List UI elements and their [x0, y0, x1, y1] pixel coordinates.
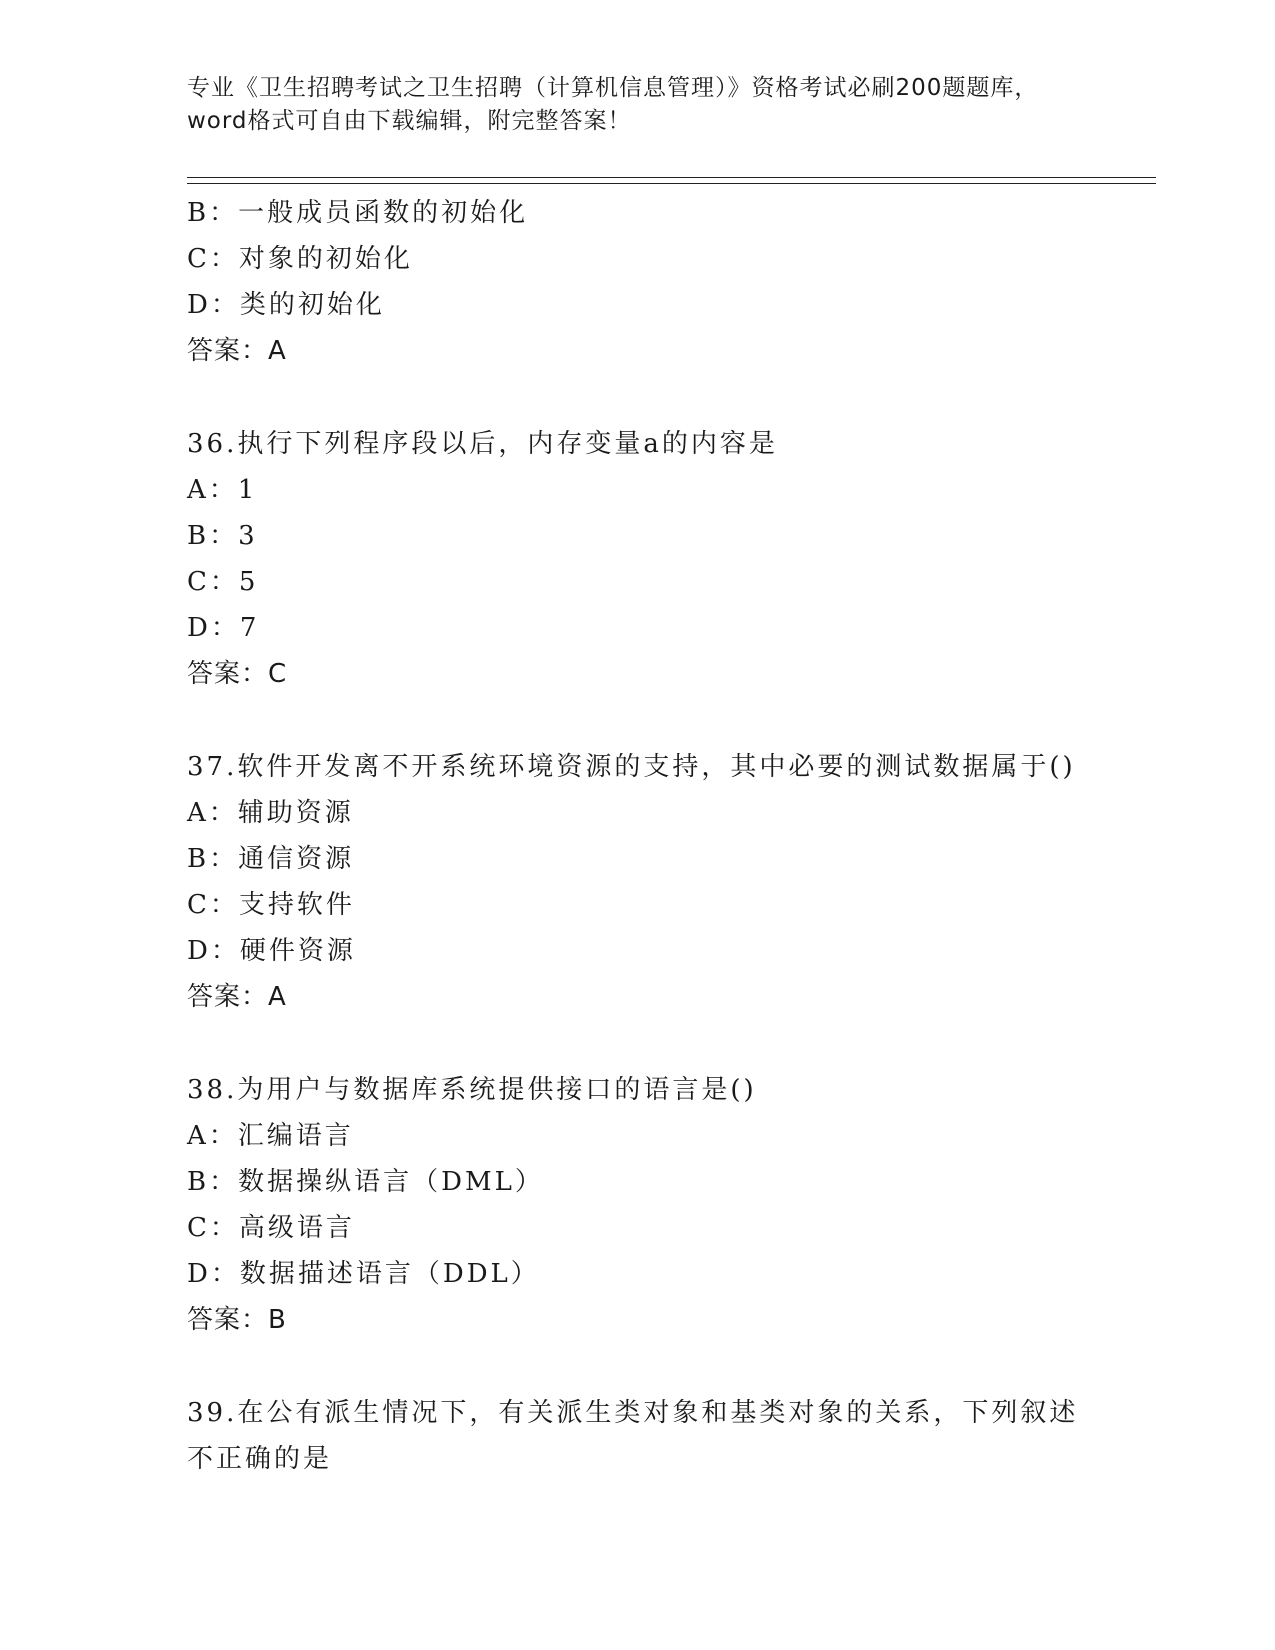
spacer — [187, 374, 1107, 421]
option-d: D：类的初始化 — [187, 290, 385, 320]
spacer — [187, 1020, 1107, 1067]
document-header — [187, 72, 1087, 138]
option-c: C：5 — [187, 567, 259, 597]
question-35 — [187, 190, 1107, 374]
header-title-line-2: word格式可自由下载编辑，附完整答案！ — [187, 108, 632, 134]
header-divider-bottom — [187, 183, 1156, 184]
option-d: D：硬件资源 — [187, 936, 356, 966]
option-b: B：数据操纵语言（DML） — [187, 1167, 544, 1197]
option-d: D：数据描述语言（DDL） — [187, 1259, 540, 1289]
spacer — [187, 1343, 1107, 1390]
answer: 答案：B — [187, 1305, 287, 1335]
question-stem: 36.执行下列程序段以后，内存变量a的内容是 — [187, 429, 778, 459]
question-37 — [187, 744, 1107, 1020]
question-39 — [187, 1390, 1107, 1482]
answer: 答案：A — [187, 982, 287, 1012]
option-b: B：一般成员函数的初始化 — [187, 198, 529, 228]
option-a: A：汇编语言 — [187, 1121, 354, 1151]
option-a: A：辅助资源 — [187, 798, 354, 828]
question-stem-line-2: 不正确的是 — [187, 1444, 333, 1474]
option-c: C：高级语言 — [187, 1213, 355, 1243]
question-list — [187, 190, 1107, 1482]
option-c: C：对象的初始化 — [187, 244, 413, 274]
spacer — [187, 697, 1107, 744]
answer: 答案：A — [187, 336, 287, 366]
option-c: C：支持软件 — [187, 890, 355, 920]
question-36 — [187, 421, 1107, 697]
answer: 答案：C — [187, 659, 288, 689]
option-b: B：3 — [187, 521, 258, 551]
header-title-line-1: 专业《卫生招聘考试之卫生招聘（计算机信息管理）》资格考试必刷200题题库， — [187, 75, 1039, 101]
question-38 — [187, 1067, 1107, 1343]
option-b: B：通信资源 — [187, 844, 355, 874]
option-d: D：7 — [187, 613, 260, 643]
question-stem: 37.软件开发离不开系统环境资源的支持，其中必要的测试数据属于() — [187, 752, 1076, 782]
header-divider-top — [187, 177, 1156, 178]
question-stem-line-1: 39.在公有派生情况下，有关派生类对象和基类对象的关系，下列叙述 — [187, 1398, 1079, 1428]
question-stem: 38.为用户与数据库系统提供接口的语言是() — [187, 1075, 757, 1105]
option-a: A：1 — [187, 475, 258, 505]
